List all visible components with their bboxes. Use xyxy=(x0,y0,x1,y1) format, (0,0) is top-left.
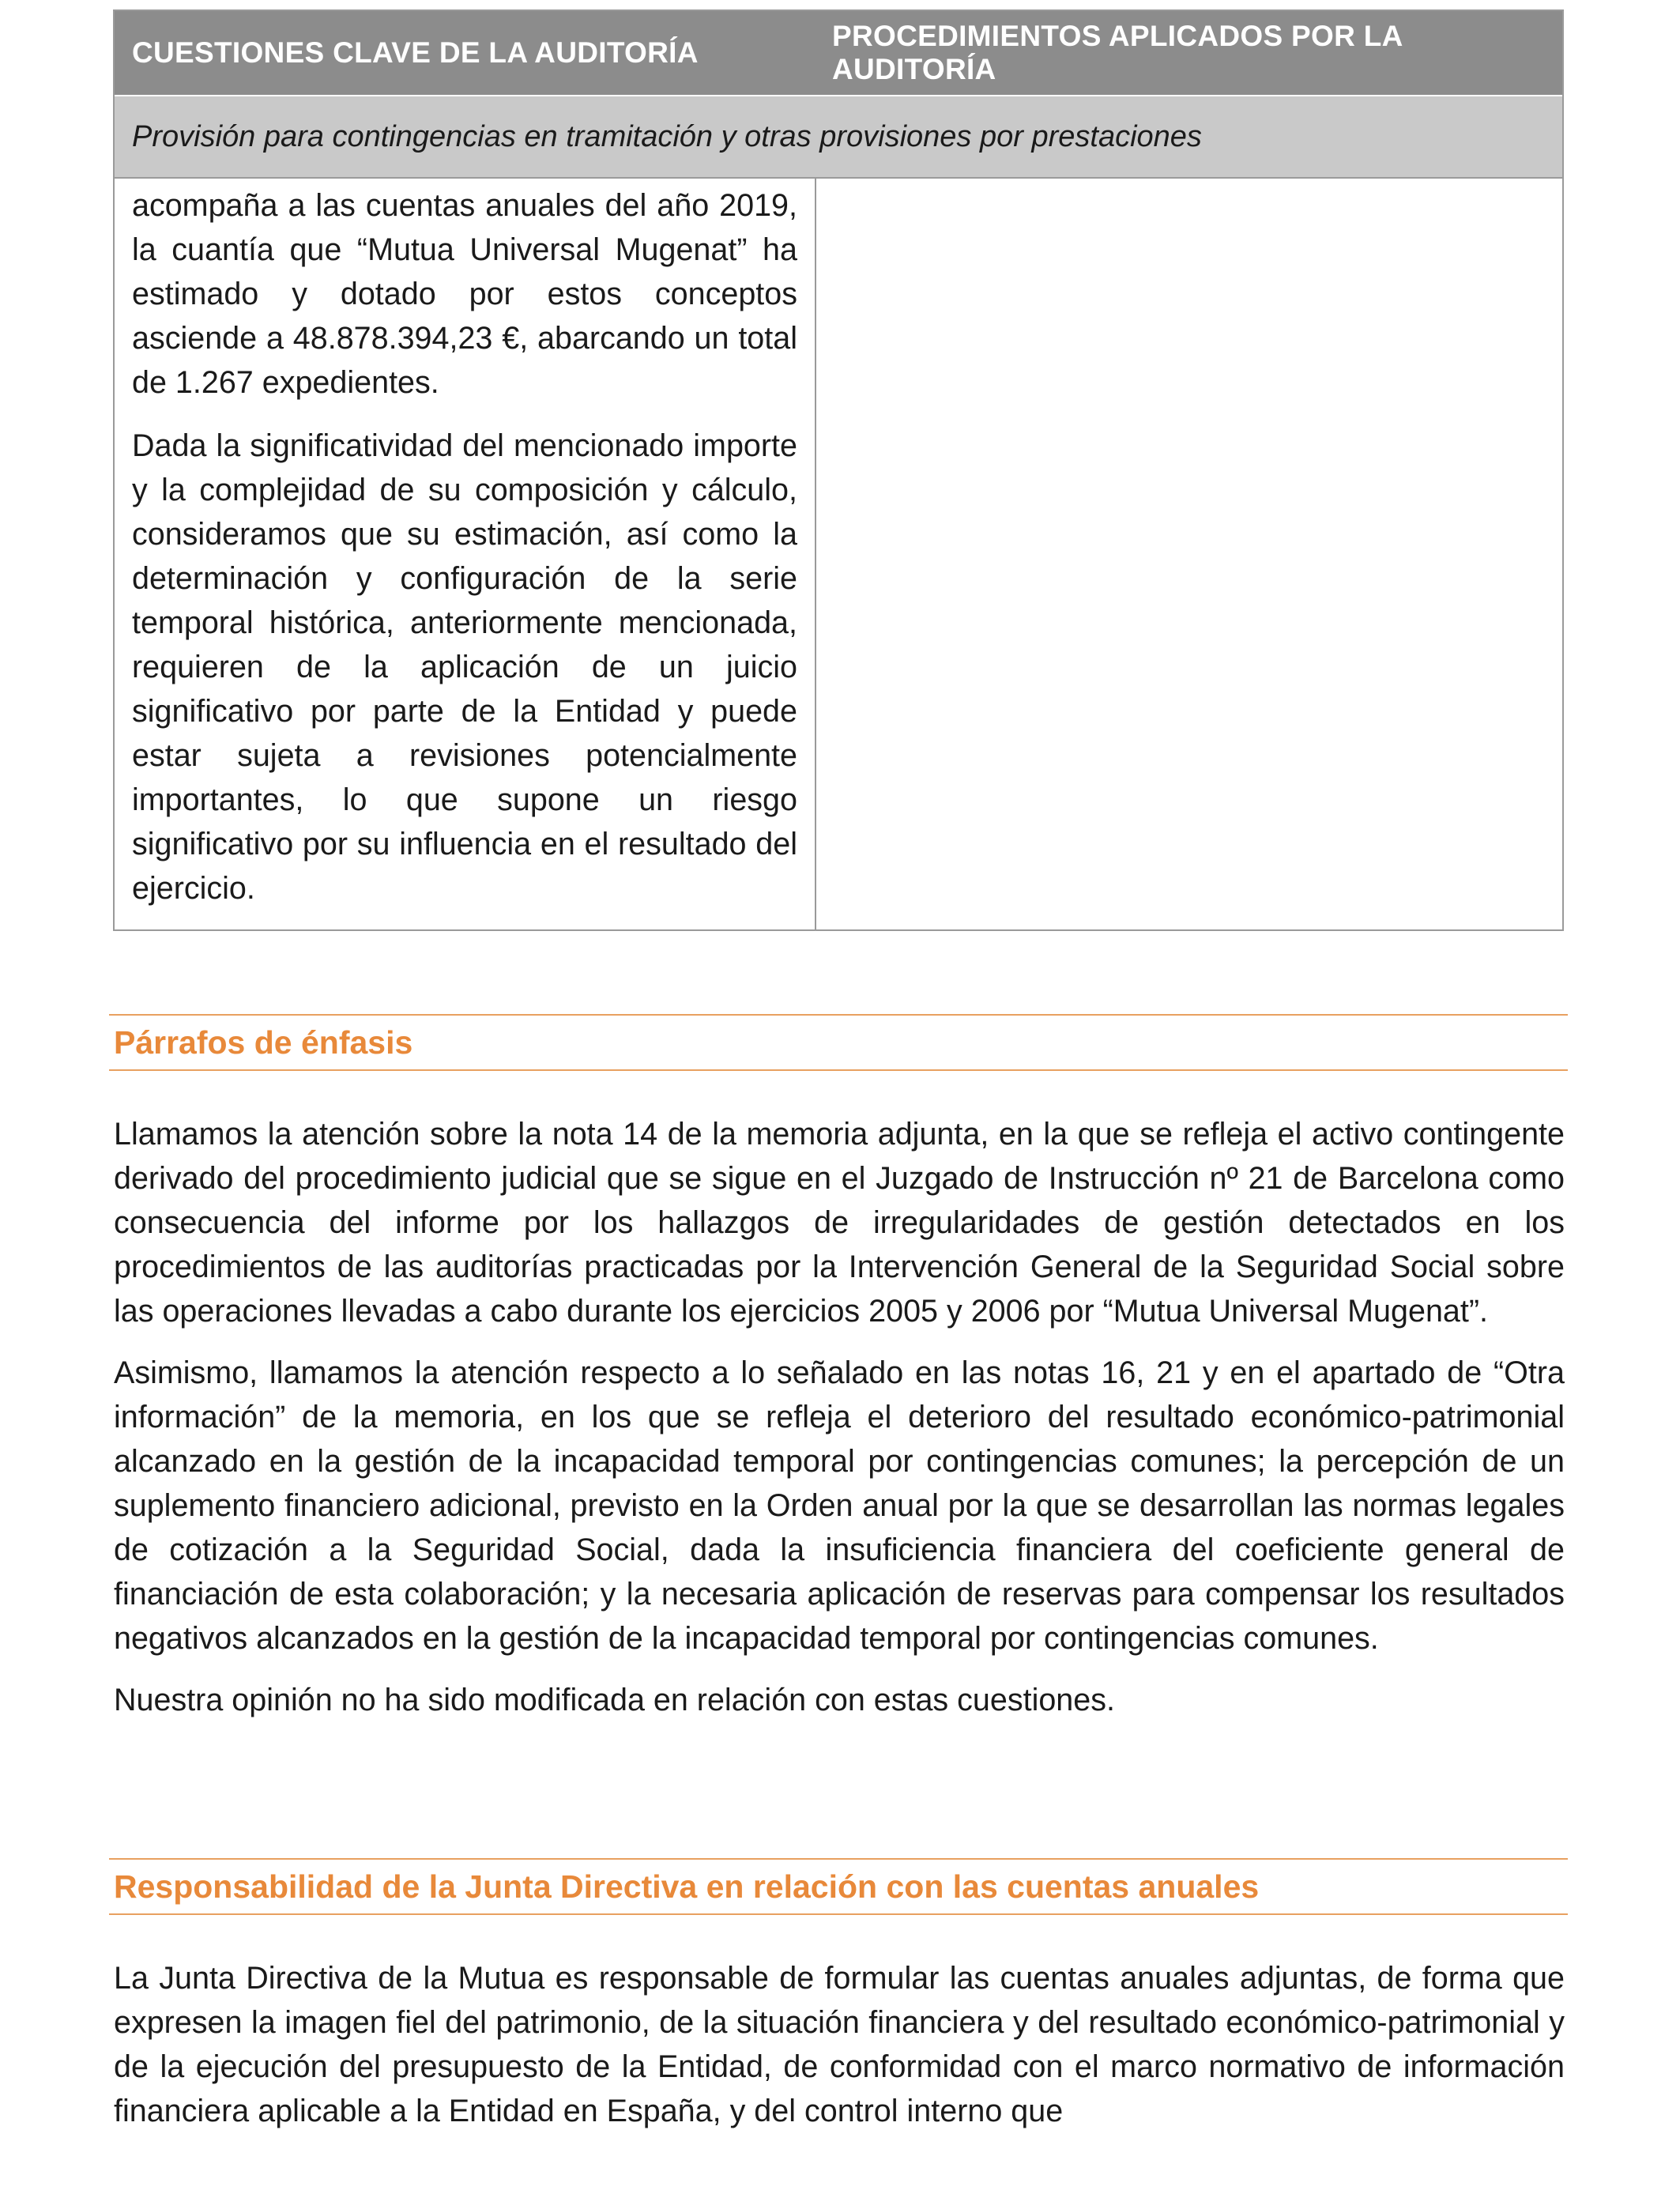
procedures-cell xyxy=(816,179,1562,929)
table-header-procedures: PROCEDIMIENTOS APLICADOS POR LA AUDITORÍA xyxy=(832,20,1403,85)
table-header-key-matters: CUESTIONES CLAVE DE LA AUDITORÍA xyxy=(132,36,699,69)
responsibility-paragraph: La Junta Directiva de la Mutua es responsable de formular las cuentas anuales adjuntas, de forma que expresen la imagen fiel del patrimonio, de la situación financiera y del resultado económico-patrimonial y de la ejecución del presupuesto de la Entidad, de conformidad con el marco normativo de información financiera aplicable a la Entidad en España, y del control interno que xyxy=(114,1961,1565,2128)
key-matter-cell xyxy=(115,179,816,929)
table-body-row xyxy=(115,179,1562,929)
key-matter-paragraph: Dada la significatividad del mencionado importe y la complejidad de su composición y cálculo, consideramos que su estimación, así como la determinación y configuración de la serie temporal histórica, anteriormente mencionada, requieren de la aplicación de un juicio significativo por parte de la Entidad y puede estar sujeta a revisiones potencialmente importantes, lo que supone un riesgo significativo por su influencia en el resultado del ejercicio. xyxy=(132,428,797,906)
table-subheader: Provisión para contingencias en tramitación y otras provisiones por prestaciones xyxy=(115,96,1562,179)
emphasis-paragraph: Asimismo, llamamos la atención respecto a lo señalado en las notas 16, 21 y en el apartado de “Otra información” de la memoria, en los que se refleja el deterioro del resultado económico-patrimonial alcanzado en la gestión de la incapacidad temporal por contingencias comunes; la percepción de un suplemento financiero adicional, previsto en la Orden anual por la que se desarrollan las normas legales de cotización a la Seguridad Social, dada la insuficiencia financiera del coeficiente general de financiación de esta colaboración; y la necesaria aplicación de reservas para compensar los resultados negativos alcanzados en la gestión de la incapacidad temporal por contingencias comunes. xyxy=(114,1355,1565,1656)
emphasis-paragraph: Nuestra opinión no ha sido modificada en relación con estas cuestiones. xyxy=(114,1683,1115,1717)
responsibility-body xyxy=(114,1956,1565,2151)
table-header-row xyxy=(115,11,1562,96)
emphasis-heading: Párrafos de énfasis xyxy=(109,1014,1568,1071)
key-matter-paragraph: acompaña a las cuentas anuales del año 2019, la cuantía que “Mutua Universal Mugenat” ha estimado y dotado por estos conceptos asciende a 48.878.394,23 €, abarcando un total de 1.267 expedientes. xyxy=(132,188,797,400)
responsibility-heading: Responsabilidad de la Junta Directiva en relación con las cuentas anuales xyxy=(109,1858,1568,1915)
audit-key-matters-table xyxy=(113,9,1564,931)
emphasis-body xyxy=(114,1112,1565,1740)
emphasis-paragraph: Llamamos la atención sobre la nota 14 de la memoria adjunta, en la que se refleja el activo contingente derivado del procedimiento judicial que se sigue en el Juzgado de Instrucción nº 21 de Barcelona como consecuencia del informe por los hallazgos de irregularidades de gestión detectados en los procedimientos de las auditorías practicadas por la Intervención General de la Seguridad Social sobre las operaciones llevadas a cabo durante los ejercicios 2005 y 2006 por “Mutua Universal Mugenat”. xyxy=(114,1117,1565,1329)
